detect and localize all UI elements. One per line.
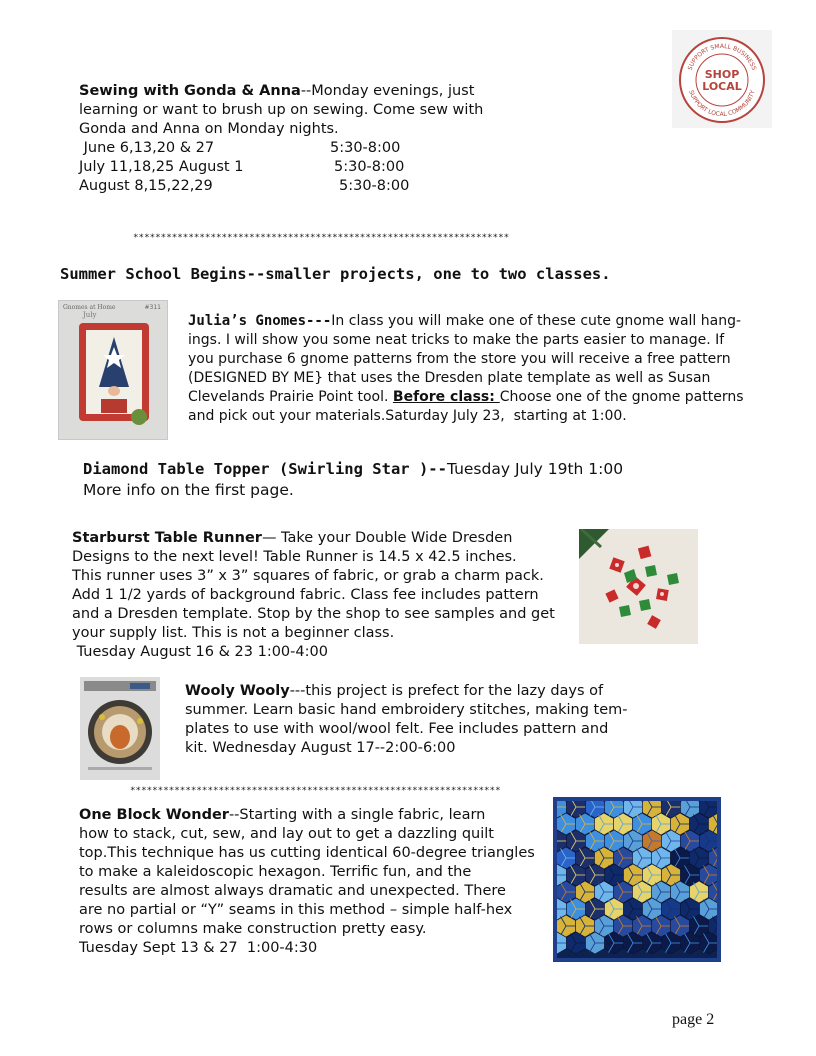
badge-center-line2: LOCAL — [702, 80, 742, 93]
gnomes-line1: In class you will make one of these cute gnome wall hang- — [331, 313, 742, 329]
oneblock-line3: top.This technique has us cutting identical 60-degree triangles — [79, 845, 535, 861]
starburst-section — [72, 529, 572, 662]
starburst-line2: Designs to the next level! Table Runner is 14.5 x 42.5 inches. — [72, 549, 517, 565]
gnomes-title: Julia’s Gnomes--- — [188, 313, 332, 329]
schedule-row — [79, 177, 439, 196]
gnome-image-caption: Gnomes at Home — [63, 304, 116, 311]
sewing-dash: -- — [300, 83, 312, 99]
starburst-quilt-icon — [579, 529, 698, 644]
starburst-line3: This runner uses 3” x 3” squares of fabric, or grab a charm pack. — [72, 568, 544, 584]
divider-stars: ******************************************************************* — [130, 785, 501, 796]
badge-ring-top: SUPPORT SMALL BUSINESS — [686, 42, 758, 72]
wooly-line3: plates to use with wool/wool felt. Fee includes pattern and — [185, 721, 609, 737]
schedule-time: 5:30-8:00 — [334, 159, 405, 175]
diamond-line1: Tuesday July 19th 1:00 — [446, 460, 624, 478]
wooly-title: Wooly Wooly — [185, 683, 290, 699]
gnomes-line5: Clevelands Prairie Point tool. — [188, 389, 393, 405]
schedule-dates: August 8,15,22,29 — [79, 178, 213, 194]
schedule-row — [79, 158, 439, 177]
gnome-quilt-icon — [59, 301, 167, 439]
schedule-dates: June 6,13,20 & 27 — [79, 140, 215, 156]
starburst-line6: your supply list. This is not a beginner class. — [72, 625, 395, 641]
oneblock-line8: Tuesday Sept 13 & 27 1:00-4:30 — [79, 940, 318, 956]
oneblock-section — [79, 806, 549, 958]
gnomes-line2: ings. I will show you some neat tricks to make the parts easier to manage. If — [188, 332, 725, 348]
starburst-line1: — Take your Double Wide Dresden — [261, 530, 513, 546]
gnomes-section — [188, 312, 748, 426]
kaleidoscope-quilt-icon — [557, 801, 717, 958]
schedule-dates: July 11,18,25 August 1 — [79, 159, 244, 175]
sewing-line2: learning or want to brush up on sewing. Come sew with — [79, 102, 484, 118]
badge-ring-bottom: SUPPORT LOCAL COMMUNITY — [687, 89, 757, 119]
oneblock-title: One Block Wonder — [79, 807, 229, 823]
starburst-title: Starburst Table Runner — [72, 530, 262, 546]
page-number: page 2 — [672, 1011, 715, 1028]
wooly-line4: kit. Wednesday August 17--2:00-6:00 — [185, 740, 456, 756]
gnomes-line3: you purchase 6 gnome patterns from the store you will receive a free pattern — [188, 351, 731, 367]
oneblock-line4: to make a kaleidoscopic hexagon. Terrific fun, and the — [79, 864, 472, 880]
schedule-time: 5:30-8:00 — [330, 140, 401, 156]
gnomes-line7: and pick out your materials.Saturday July 23, starting at 1:00. — [188, 408, 627, 424]
sewing-line3: Gonda and Anna on Monday nights. — [79, 121, 339, 137]
shop-local-seal — [672, 30, 772, 128]
before-class-label: Before class: — [392, 389, 500, 405]
oneblock-line1: --Starting with a single fabric, learn — [228, 807, 486, 823]
starburst-runner-image — [579, 529, 698, 644]
shop-local-badge — [672, 30, 772, 128]
starburst-line5: and a Dresden template. Stop by the shop to see samples and get — [72, 606, 555, 622]
oneblock-line2: how to stack, cut, sew, and lay out to get a dazzling quilt — [79, 826, 494, 842]
oneblock-line7: rows or columns make construction pretty easy. — [79, 921, 427, 937]
oneblock-line5: results are almost always dramatic and unexpected. There — [79, 883, 506, 899]
wooly-line1: ---this project is prefect for the lazy days of — [289, 683, 604, 699]
schedule-time: 5:30-8:00 — [339, 178, 410, 194]
starburst-line4: Add 1 1/2 yards of background fabric. Class fee includes pattern — [72, 587, 539, 603]
gnomes-line4: (DESIGNED BY ME} that uses the Dresden plate template as well as Susan — [188, 370, 711, 386]
diamond-section — [83, 459, 623, 501]
diamond-line2: More info on the first page. — [83, 481, 294, 499]
oneblock-quilt-image — [553, 797, 721, 962]
wooly-line2: summer. Learn basic hand embroidery stitches, making tem- — [185, 702, 628, 718]
starburst-line7: Tuesday August 16 & 23 1:00-4:00 — [72, 644, 328, 660]
sewing-schedule — [79, 139, 439, 196]
sewing-title: Sewing with Gonda & Anna — [79, 83, 301, 99]
gnome-pattern-image — [58, 300, 168, 440]
diamond-title: Diamond Table Topper (Swirling Star )-- — [83, 460, 447, 478]
badge-center-line1: SHOP — [704, 68, 740, 81]
gnome-image-number: #311 — [144, 304, 161, 311]
wooly-kit-image — [80, 677, 160, 780]
divider-stars: ******************************************************************** — [133, 232, 510, 243]
summer-heading: Summer School Begins--smaller projects, one to two classes. — [60, 265, 611, 283]
gnome-image-month: July — [83, 311, 97, 319]
schedule-row — [79, 139, 439, 158]
sewing-line1: Monday evenings, just — [311, 83, 475, 99]
wooly-section — [185, 682, 665, 758]
wooly-kit-icon — [80, 677, 160, 780]
oneblock-line6: are no partial or “Y” seams in this method – simple half-hex — [79, 902, 513, 918]
sewing-section — [79, 82, 499, 139]
gnomes-line6: Choose one of the gnome patterns — [499, 389, 744, 405]
